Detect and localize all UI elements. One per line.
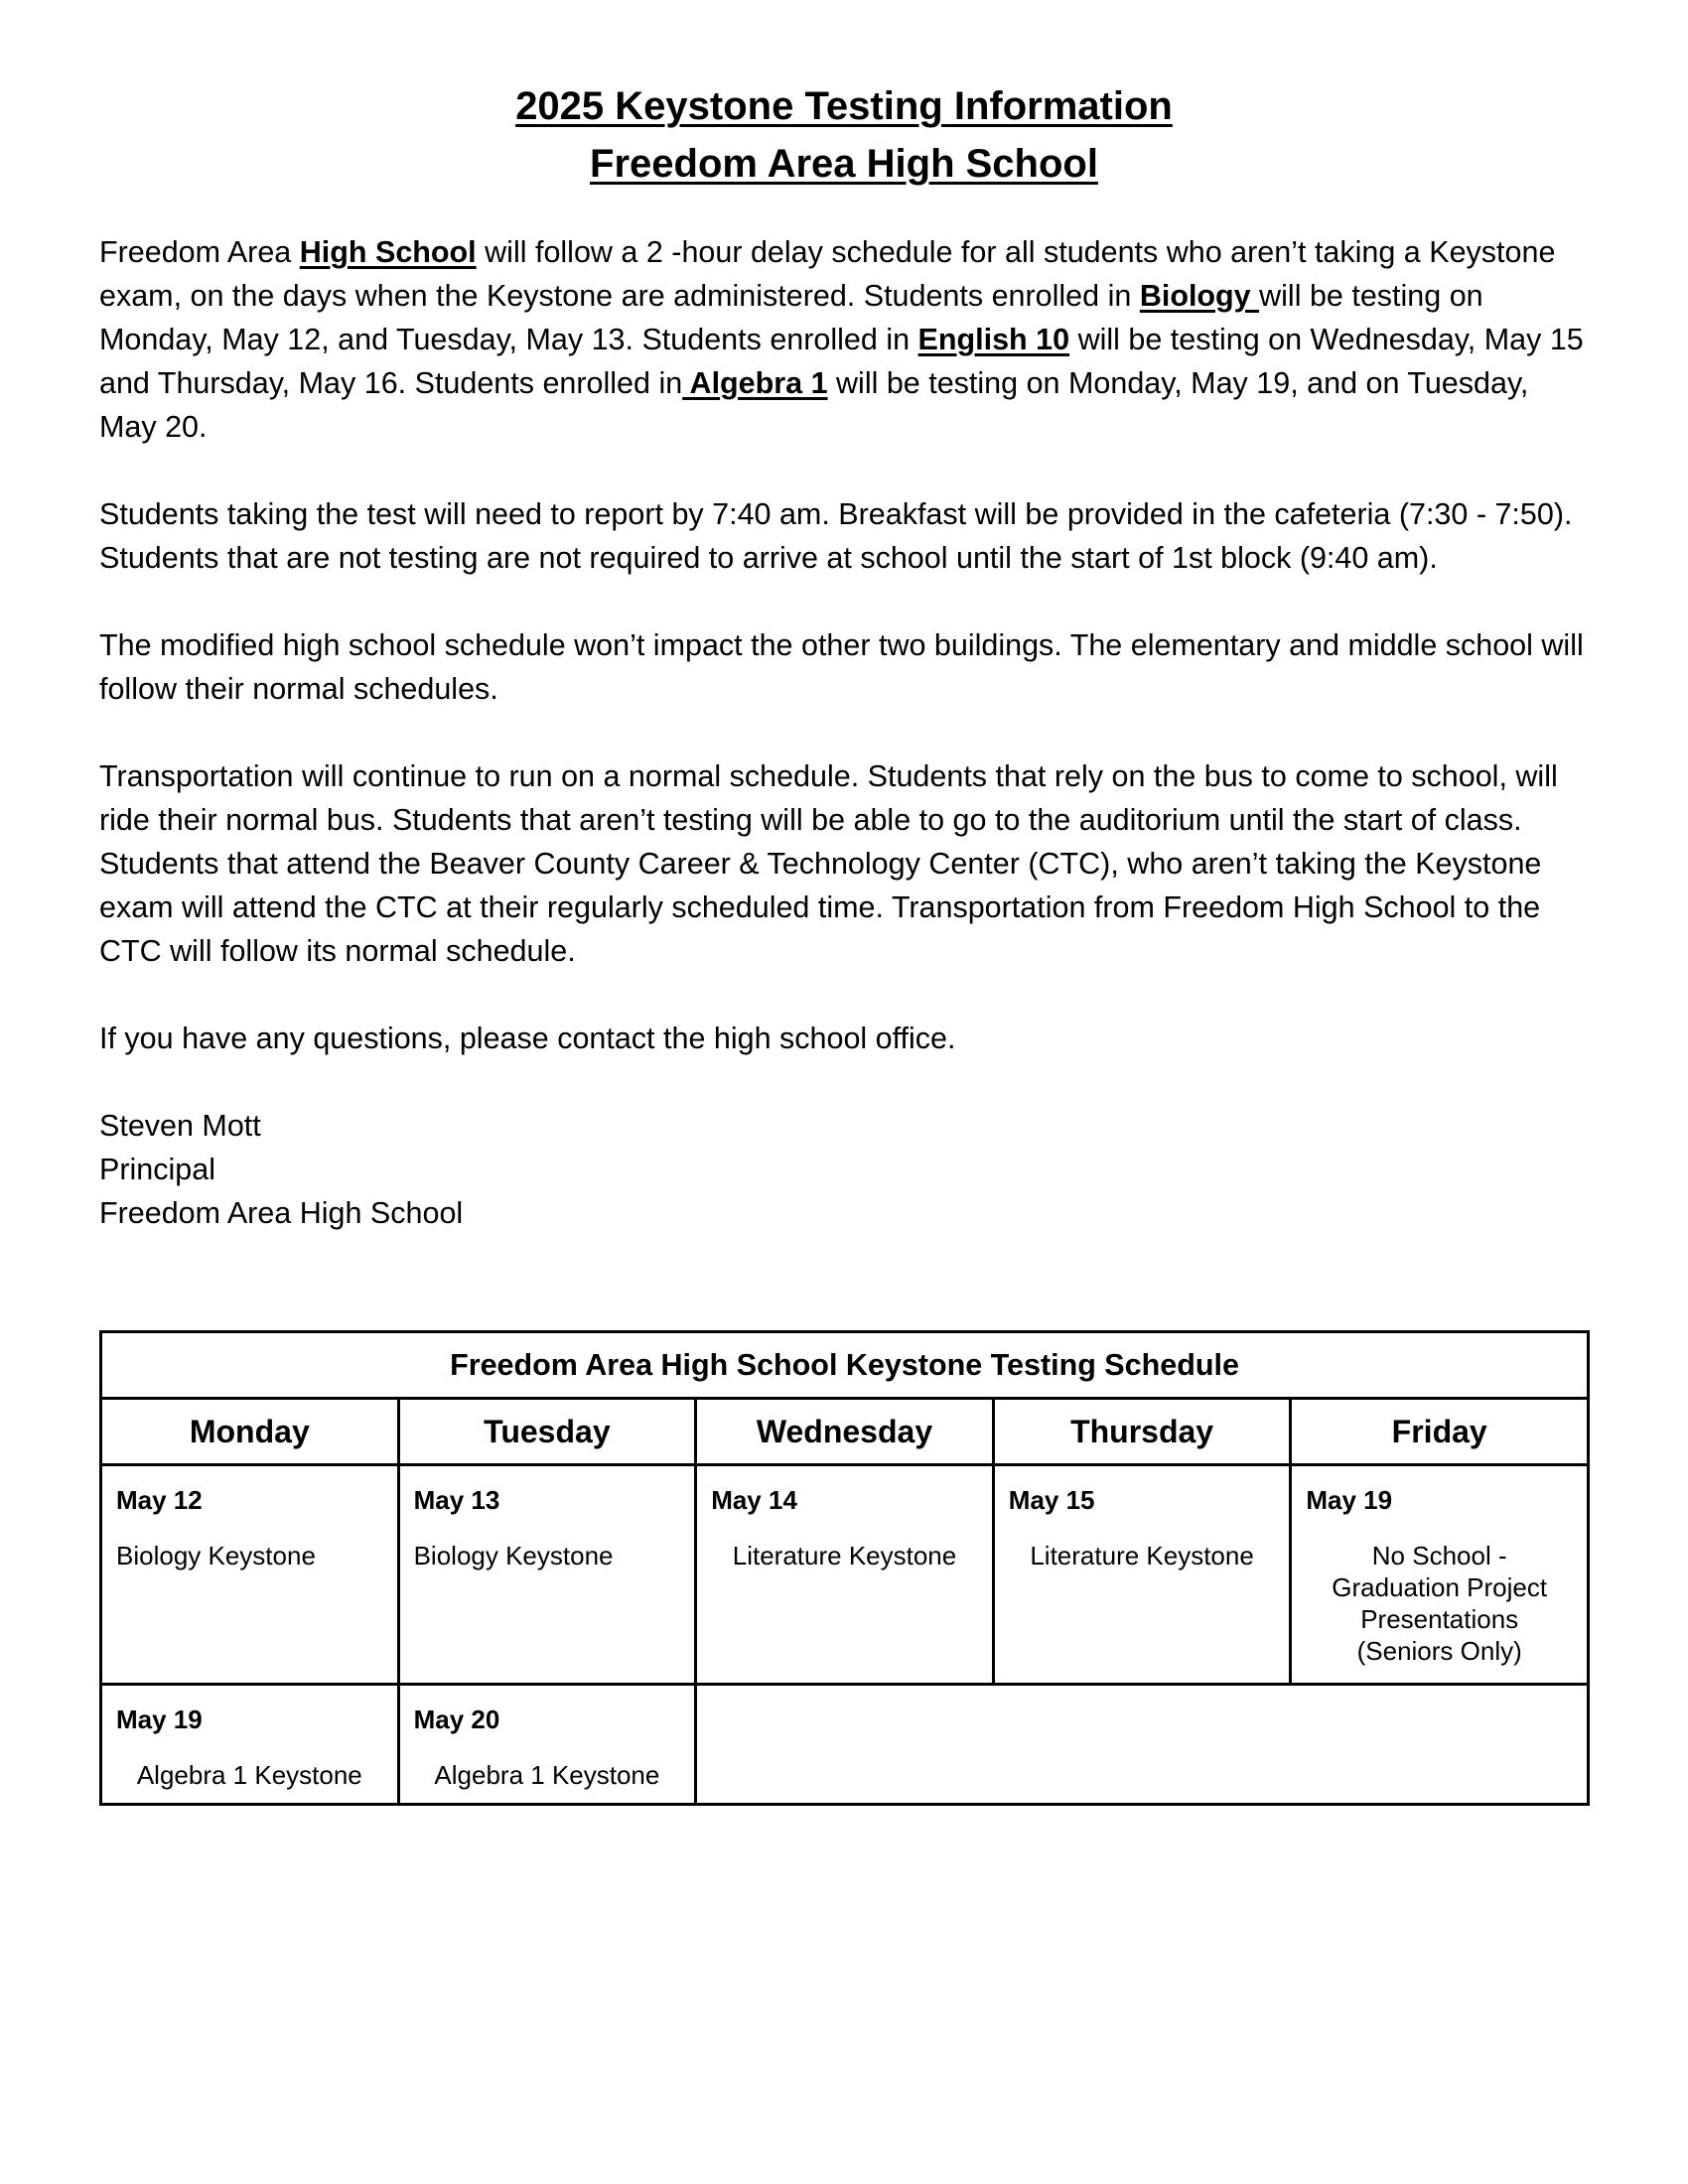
schedule-caption: Freedom Area High School Keystone Testing Schedule [101,1332,1589,1399]
signature-name: Steven Mott [99,1109,261,1143]
subject-line: No School - [1371,1541,1507,1570]
cell-subject: Algebra 1 Keystone [434,1760,660,1790]
title-line-2: Freedom Area High School [590,142,1098,186]
signature-role: Principal [99,1153,215,1186]
day-header-wednesday: Wednesday [696,1399,994,1465]
intro-text-4: will be testing on Wednesday, May 15 and Thursday, May 16. Students enrolled in [99,323,1584,400]
subject-line: Presentations [1360,1604,1519,1634]
intro-bold-biology: Biology [1139,279,1260,313]
intro-paragraph [99,230,1589,449]
day-header-monday: Monday [101,1399,399,1465]
schedule-cell-may-20 [398,1685,696,1805]
cell-date: May 13 [413,1485,500,1515]
cell-subject: Literature Keystone [1030,1541,1254,1570]
intro-bold-algebra: Algebra 1 [682,366,828,400]
cell-subject: Algebra 1 Keystone [136,1760,362,1790]
signature-block [99,1104,1589,1235]
intro-bold-english: English 10 [917,323,1070,356]
cell-subject: Biology Keystone [413,1541,614,1570]
intro-bold-high-school: High School [299,235,477,269]
cell-date: May 12 [116,1485,203,1515]
intro-text-2: will follow a 2 -hour delay schedule for all students who aren’t taking a Keystone exam, on the days when the Keystone are administered. Students enrolled in [99,235,1556,313]
cell-date: May 19 [1306,1485,1393,1515]
buildings-paragraph: The modified high school schedule won’t impact the other two buildings. The elementary and middle school will follow their normal schedules. [99,628,1584,706]
title-line-1: 2025 Keystone Testing Information [515,84,1173,128]
arrival-paragraph: Students taking the test will need to report by 7:40 am. Breakfast will be provided in the cafeteria (7:30 - 7:50). Students that are not testing are not required to arrive at school until the start of 1st block (9:40 am). [99,497,1573,575]
schedule-cell-may-14 [696,1465,994,1685]
cell-subject [1292,1540,1587,1667]
cell-date: May 20 [413,1705,500,1734]
day-header-tuesday: Tuesday [398,1399,696,1465]
subject-line: Graduation Project [1332,1572,1548,1602]
intro-text-1: Freedom Area [99,235,300,269]
cell-date: May 14 [711,1485,797,1515]
cell-subject: Literature Keystone [732,1541,957,1570]
questions-paragraph: If you have any questions, please contact the high school office. [99,1022,956,1055]
cell-subject: Biology Keystone [116,1541,316,1570]
day-header-thursday: Thursday [993,1399,1291,1465]
schedule-cell-may-12 [101,1465,399,1685]
cell-date: May 15 [1008,1485,1095,1515]
schedule-cell-friday-may-19 [1291,1465,1589,1685]
document-title [99,77,1589,193]
schedule-cell-may-15 [993,1465,1291,1685]
schedule-cell-monday-may-19 [101,1685,399,1805]
signature-school: Freedom Area High School [99,1196,464,1230]
subject-line: (Seniors Only) [1356,1636,1522,1666]
schedule-empty-cell [696,1685,1589,1805]
day-header-friday: Friday [1291,1399,1589,1465]
schedule-cell-may-13 [398,1465,696,1685]
testing-schedule-table [99,1330,1590,1806]
document-page [99,77,1589,1235]
intro-text-5: will be testing on Monday, May 19, and on Tuesday, May 20. [99,366,1529,444]
transportation-paragraph: Transportation will continue to run on a normal schedule. Students that rely on the bus to come to school, will ride their normal bus. Students that aren’t testing will be able to go to the auditorium until the start of class. Students that attend the Beaver County Career & Technology Center (CTC), who aren’t taking the Keystone exam will attend the CTC at their regularly scheduled time. Transportation from Freedom High School to the CTC will follow its normal schedule. [99,759,1558,968]
cell-date: May 19 [116,1705,203,1734]
intro-text-3: will be testing on Monday, May 12, and Tuesday, May 13. Students enrolled in [99,279,1483,356]
